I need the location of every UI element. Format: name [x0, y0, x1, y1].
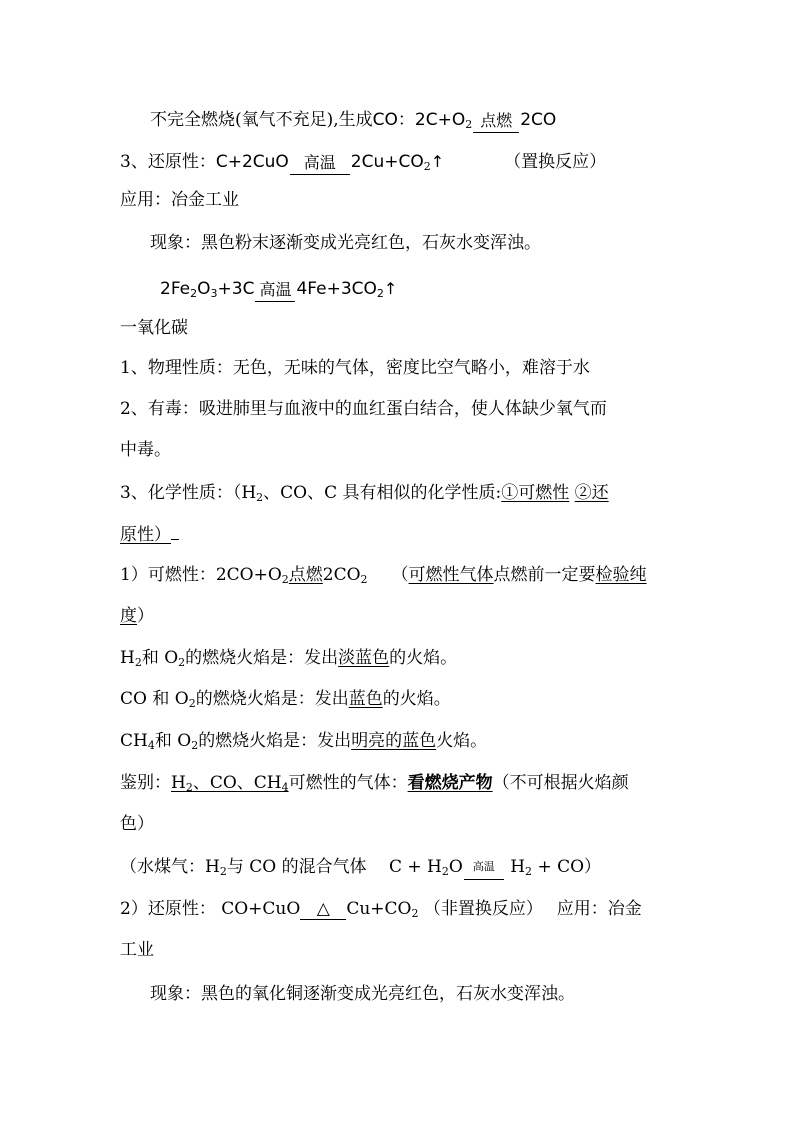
text: 的火焰。: [389, 648, 458, 668]
line-water-gas: [120, 855, 690, 880]
text: 可燃性的气体：: [288, 773, 408, 793]
text: 的燃烧火焰是：发出: [195, 689, 349, 709]
line-h2-flame: [120, 646, 690, 670]
text: CO 和 O: [120, 689, 189, 709]
formula: C+2CuO: [215, 152, 289, 172]
subscript: 2: [191, 739, 199, 752]
text: 、CO、C 具有相似的化学性质:: [263, 483, 502, 503]
subscript: 2: [256, 491, 264, 504]
text: （不可根据火焰颜: [492, 773, 629, 793]
text: 现象：黑色粉末逐渐变成光亮红色，石灰水变浑浊。: [150, 233, 541, 253]
formula-product: 2CO: [520, 110, 557, 130]
subscript: 2: [134, 656, 142, 669]
text: 和 O: [141, 648, 179, 668]
underlined-term: 度: [120, 606, 137, 626]
subscript: 2: [178, 656, 186, 669]
underlined-term: [171, 773, 289, 793]
line-co-reducibility: [120, 897, 690, 921]
line-combustibility: [120, 563, 690, 587]
line-iron-reduction: [160, 277, 730, 302]
underlined-term: 原性）: [120, 525, 171, 545]
heading: 3、还原性：: [120, 152, 216, 172]
note: （非置换反应） 应用：冶金: [423, 899, 642, 919]
text: 现象：黑色的氧化铜逐渐变成光亮红色，石灰水变浑浊。: [150, 984, 575, 1004]
underlined-term: 可燃性气体: [408, 565, 494, 585]
line-chemical-property: [120, 481, 690, 505]
note: 点燃前一定要: [493, 565, 596, 585]
subscript: 2: [411, 907, 419, 920]
line-phenomenon: [150, 231, 720, 255]
reaction-condition: [290, 150, 350, 175]
subscript: 2: [188, 697, 196, 710]
subscript: 2: [360, 573, 368, 586]
section-title-carbon-monoxide: [120, 316, 690, 340]
condition-text: 点燃: [480, 111, 513, 130]
text: 与 CO 的混合气体 C + H: [226, 857, 442, 877]
underline-blank: [171, 521, 179, 540]
subscript: 2: [441, 865, 449, 878]
underlined-term: 蓝色: [348, 689, 383, 709]
line-co-flame: [120, 687, 690, 711]
line-physical-property: [120, 356, 690, 380]
subscript: 2: [281, 573, 289, 586]
line-application: [120, 188, 690, 212]
reaction-condition: [464, 855, 504, 880]
reaction-condition: [473, 108, 519, 133]
text: 和 O: [154, 731, 192, 751]
reaction-condition: 点燃: [288, 565, 323, 585]
line-co-application: [120, 938, 690, 962]
text: 的火焰。: [382, 689, 451, 709]
gas-arrow-icon: ↑: [383, 279, 398, 298]
condition-text: 高温: [472, 860, 495, 873]
line-identification-cont: [120, 812, 690, 836]
text: 2、有毒：吸进肺里与血液中的血红蛋白结合，使人体缺少氧气而: [120, 399, 607, 419]
text: 1、物理性质：无色，无味的气体，密度比空气略小，难溶于水: [120, 358, 590, 378]
text: ）: [137, 606, 154, 626]
condition-text: 高温: [259, 280, 292, 299]
text: O: [448, 857, 463, 877]
underlined-term: ②还: [574, 483, 609, 503]
line-identification: [120, 771, 690, 795]
text: 鉴别：: [120, 773, 171, 793]
line-reducibility: [120, 150, 690, 175]
line-chemical-property-cont: [120, 521, 690, 547]
formula: O: [197, 279, 211, 299]
formula: CO：2C+O: [372, 110, 466, 130]
text: 工业: [120, 940, 154, 960]
line-ch4-flame: [120, 729, 690, 753]
text: 的燃烧火焰是：发出: [198, 731, 352, 751]
note: （置换反应）: [504, 152, 607, 172]
gas-arrow-icon: ↑: [430, 152, 445, 171]
formula: 2Fe: [160, 279, 191, 299]
text: 火焰。: [436, 731, 488, 751]
subscript: 2: [465, 118, 473, 131]
reaction-condition: [255, 277, 295, 302]
formula-product: H: [504, 857, 526, 877]
formula: H: [171, 773, 186, 793]
line-incomplete-combustion: [150, 108, 720, 133]
text: H: [120, 648, 135, 668]
subscript: 2: [185, 781, 193, 794]
text: （水煤气：H: [120, 857, 220, 877]
subscript: 2: [423, 160, 431, 173]
subscript: 4: [281, 781, 289, 794]
underlined-term: ①可燃性: [501, 483, 570, 503]
formula-product: + CO）: [532, 857, 602, 877]
section-heading: 一氧化碳: [120, 318, 188, 338]
text: 1）可燃性：2CO+O: [120, 565, 282, 585]
formula-product: Cu+CO: [346, 899, 412, 919]
subscript: 2: [376, 287, 384, 300]
emphasized-term: 看燃烧产物: [407, 773, 493, 793]
subscript: 4: [147, 739, 155, 752]
subscript: 3: [210, 287, 218, 300]
condition-text: 高温: [303, 153, 336, 172]
line-co-phenomenon: [150, 982, 720, 1006]
line-toxicity: [120, 397, 690, 421]
text: 3、化学性质：（H: [120, 483, 257, 503]
text: 的燃烧火焰是：发出: [185, 648, 339, 668]
subscript: 2: [219, 865, 227, 878]
text: 中毒。: [120, 440, 171, 460]
text: CH: [120, 731, 148, 751]
line-toxicity-cont: [120, 438, 690, 462]
formula: +3C: [217, 279, 255, 299]
text: 不完全燃烧(氧气不充足),生成: [150, 110, 373, 130]
underlined-term: 明亮的蓝色: [351, 731, 437, 751]
formula-product: 2CO: [322, 565, 361, 585]
heat-triangle-icon: △: [300, 899, 346, 920]
formula-product: 2Cu+CO: [350, 152, 424, 172]
text: 2）还原性： CO+CuO: [120, 899, 301, 919]
underlined-term: 检验纯: [595, 565, 647, 585]
text: 应用：冶金工业: [120, 190, 239, 210]
formula: 、CO、CH: [192, 773, 282, 793]
subscript: 2: [525, 865, 533, 878]
note: （: [391, 565, 409, 585]
subscript: 2: [190, 287, 198, 300]
text: 色）: [120, 814, 154, 834]
line-combustibility-cont: [120, 604, 690, 628]
underlined-term: 淡蓝色: [338, 648, 390, 668]
formula-product: 4Fe+3CO: [296, 279, 377, 299]
